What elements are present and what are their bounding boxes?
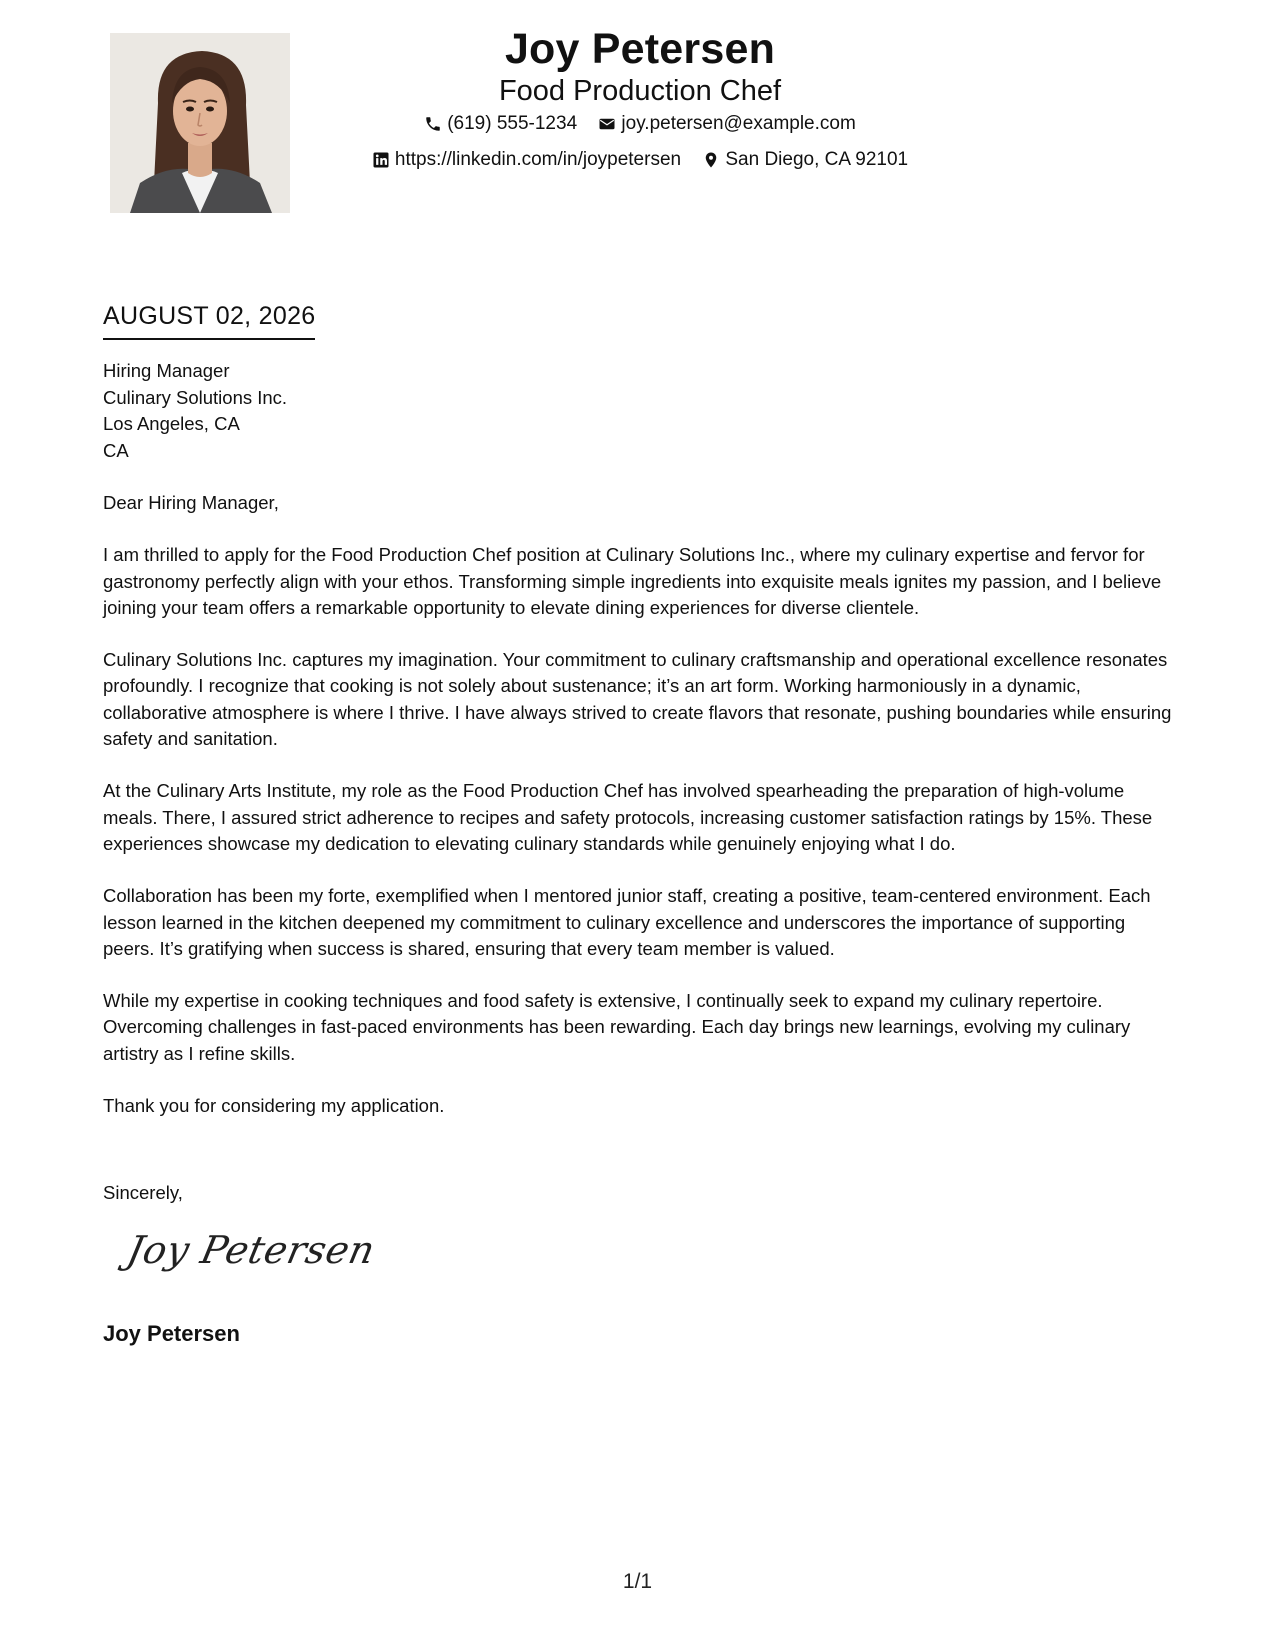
location-text: San Diego, CA 92101	[725, 149, 909, 170]
email-contact[interactable]	[598, 108, 855, 140]
letter-body	[103, 490, 1178, 1145]
body-paragraph: While my expertise in cooking techniques and food safety is extensive, I continually seek to expand my culinary repertoire. Overcoming challenges in fast-paced environments has been rewarding. Each day brings new learnings, evolving my culinary artistry as I refine skills.	[103, 990, 1131, 1064]
job-title: Food Production Chef	[498, 75, 782, 107]
recipient-line: Culinary Solutions Inc.	[103, 386, 288, 408]
body-paragraph: At the Culinary Arts Institute, my role as the Food Production Chef has involved spearheading the preparation of high-volume meals. There, I assured strict adherence to recipes and safety protocols, increasing customer satisfaction ratings by 15%. These experiences showcase my dedication to elevating culinary standards while genuinely enjoying what I do.	[103, 780, 1153, 854]
closing: Sincerely,	[103, 1182, 183, 1203]
envelope-icon	[598, 115, 616, 133]
linkedin-icon	[372, 151, 390, 169]
recipient-block	[103, 358, 287, 464]
body-paragraph: Collaboration has been my forte, exemplified when I mentored junior staff, creating a positive, team-centered environment. Each lesson learned in the kitchen deepened my commitment to culinary excellence and underscores the importance of supporting peers. It’s gratifying when success is shared, ensuring that every team member is valued.	[103, 885, 1151, 959]
header	[320, 22, 960, 180]
recipient-line: CA	[103, 439, 129, 461]
page-number: 1/1	[622, 1570, 653, 1593]
applicant-name: Joy Petersen	[504, 25, 776, 73]
contact-row-1	[320, 108, 960, 144]
contact-row-2	[320, 144, 960, 180]
body-paragraph: I am thrilled to apply for the Food Production Chef position at Culinary Solutions Inc., where my culinary expertise and fervor for gastronomy perfectly align with your ethos. Transforming simple ingredients into exquisite meals ignites my passion, and I believe joining your team offers a remarkable opportunity to elevate dining experiences for diverse clientele.	[103, 544, 1162, 618]
signer-name: Joy Petersen	[103, 1321, 240, 1346]
phone-icon	[424, 115, 442, 133]
recipient-line: Hiring Manager	[103, 360, 230, 381]
phone-contact[interactable]	[424, 108, 577, 140]
body-paragraph: Thank you for considering my application.	[103, 1095, 445, 1117]
linkedin-text: https://linkedin.com/in/joypetersen	[394, 149, 682, 170]
body-paragraph: Culinary Solutions Inc. captures my imagination. Your commitment to culinary craftsmanship and operational excellence resonates profoundly. I recognize that cooking is not solely about sustenance; it’s an art form. Working harmoniously in a dynamic, collaborative atmosphere is where I thrive. I have always strived to create flavors that resonate, pushing boundaries while ensuring safety and sanitation.	[103, 649, 1172, 750]
letter-date: AUGUST 02, 2026	[103, 300, 315, 340]
signature: Joy Petersen	[123, 1228, 380, 1272]
greeting: Dear Hiring Manager,	[103, 492, 279, 513]
profile-photo	[110, 33, 290, 213]
linkedin-contact[interactable]	[372, 144, 681, 176]
phone-text: (619) 555-1234	[447, 113, 578, 134]
location-contact	[702, 144, 908, 176]
map-pin-icon	[702, 151, 720, 169]
recipient-line: Los Angeles, CA	[103, 413, 240, 434]
email-text: joy.petersen@example.com	[621, 113, 856, 134]
